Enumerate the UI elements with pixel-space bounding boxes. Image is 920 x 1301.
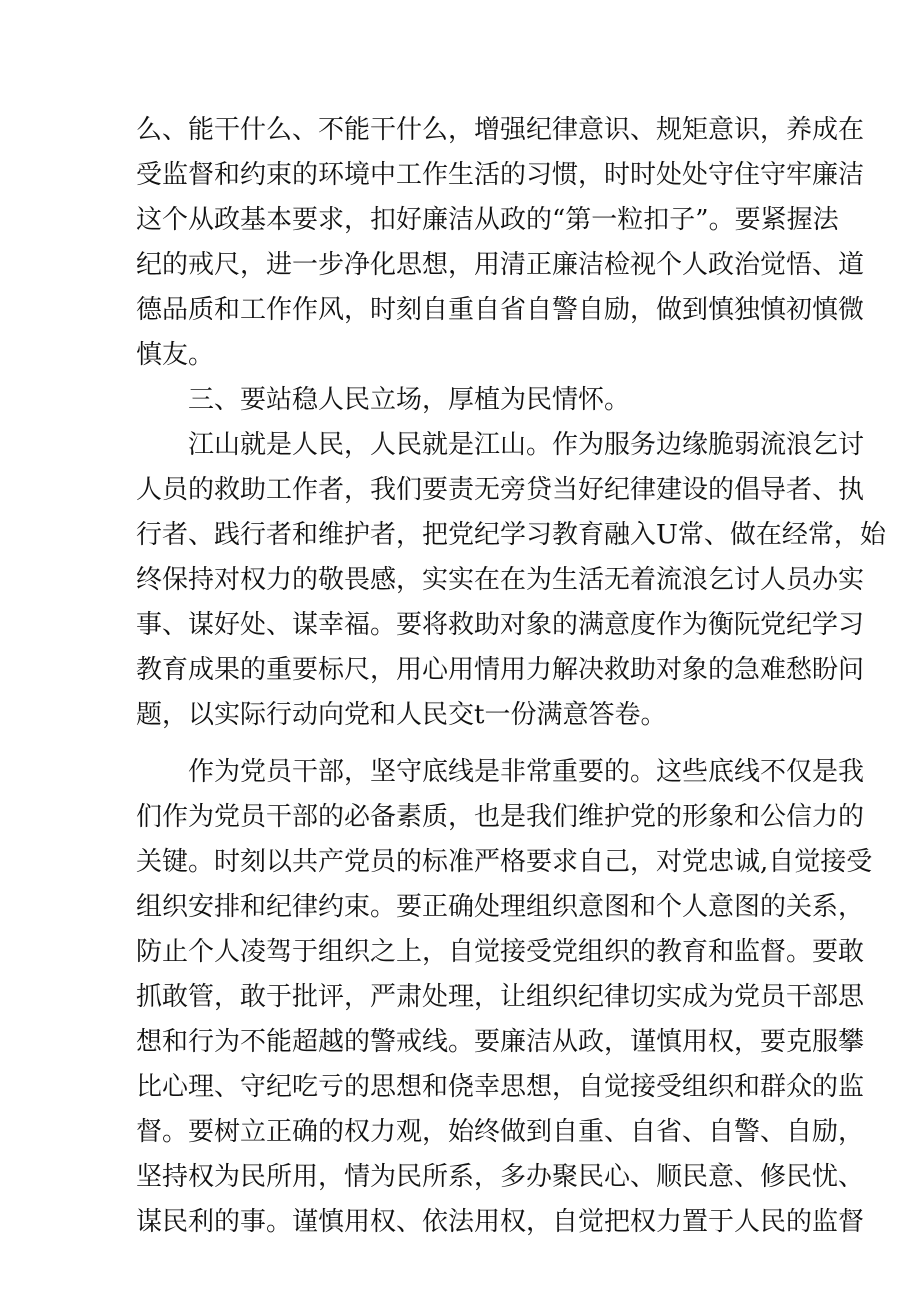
- text-line: 德品质和工作作风，时刻自重自省自警自励，做到慎独慎初慎微: [136, 295, 865, 325]
- text-line: 想和行为不能超越的警戒线。要廉洁从政，谨慎用权，要克服攀: [136, 1027, 865, 1057]
- text-line: 这个从政基本要求，扣好廉洁从政的“第一粒扣子”。要紧握法: [136, 205, 839, 235]
- text-line: 事、谋好处、谋幸福。要将救助对象的满意度作为衡阮党纪学习: [136, 610, 865, 640]
- text-line: 终保持对权力的敬畏感，实实在在为生活无着流浪乞讨人员办实: [136, 565, 865, 595]
- text-line: 受监督和约束的环境中工作生活的习惯，时时处处守住守牢廉洁: [136, 160, 865, 190]
- paragraph-3: [136, 423, 886, 738]
- text-line: 行者、践行者和维护者，把党纪学习教育融入U常、做在经常，始: [136, 520, 886, 550]
- text-line: 教育成果的重要标尺，用心用情用力解决救助对象的急难愁盼问: [136, 655, 865, 685]
- text-line: 关键。时刻以共产党员的标准严格要求自己，对党忠诚,自觉接受: [136, 847, 873, 877]
- text-line: 作为党员干部，坚守底线是非常重要的。这些底线不仅是我: [188, 757, 865, 787]
- text-line: 慎友。: [136, 340, 215, 370]
- text-line: 纪的戒尺，进一步净化思想，用清正廉洁检视个人政治觉悟、道: [136, 250, 865, 280]
- section-heading: [136, 378, 784, 423]
- text-line: 谋民利的事。谨慎用权、依法用权，自觉把权力置于人民的监督: [136, 1207, 865, 1237]
- heading-line: 三、要站稳人民立场，厚植为民情怀。: [188, 385, 631, 415]
- text-line: 比心理、守纪吃亏的思想和侥幸思想，自觉接受组织和群众的监: [136, 1072, 865, 1102]
- document-page: [136, 108, 886, 1245]
- paragraph-gap: [136, 738, 784, 750]
- text-line: 人员的救助工作者，我们要责无旁贷当好纪律建设的倡导者、执: [136, 475, 865, 505]
- text-line: 组织安排和纪律约束。要正确处理组织意图和个人意图的关系，: [136, 892, 865, 922]
- text-line: 么、能干什么、不能干什么，增强纪律意识、规矩意识，养成在: [136, 115, 865, 145]
- text-line: 抓敢管，敢于批评，严肃处理，让组织纪律切实成为党员干部思: [136, 982, 865, 1012]
- text-line: 们作为党员干部的必备素质，也是我们维护党的形象和公信力的: [136, 802, 865, 832]
- text-line: 江山就是人民，人民就是江山。作为服务边缘脆弱流浪乞讨: [188, 430, 865, 460]
- text-line: 防止个人凌驾于组织之上，自觉接受党组织的教育和监督。要敢: [136, 937, 865, 967]
- paragraph-1: [136, 108, 865, 378]
- text-line: 题，以实际行动向党和人民交t一份满意答卷。: [136, 700, 667, 730]
- paragraph-4: [136, 750, 873, 1245]
- text-line: 坚持权为民所用，情为民所系，多办聚民心、顺民意、修民忧、: [136, 1162, 865, 1192]
- text-line: 督。要树立正确的权力观，始终做到自重、自省、自警、自励，: [136, 1117, 865, 1147]
